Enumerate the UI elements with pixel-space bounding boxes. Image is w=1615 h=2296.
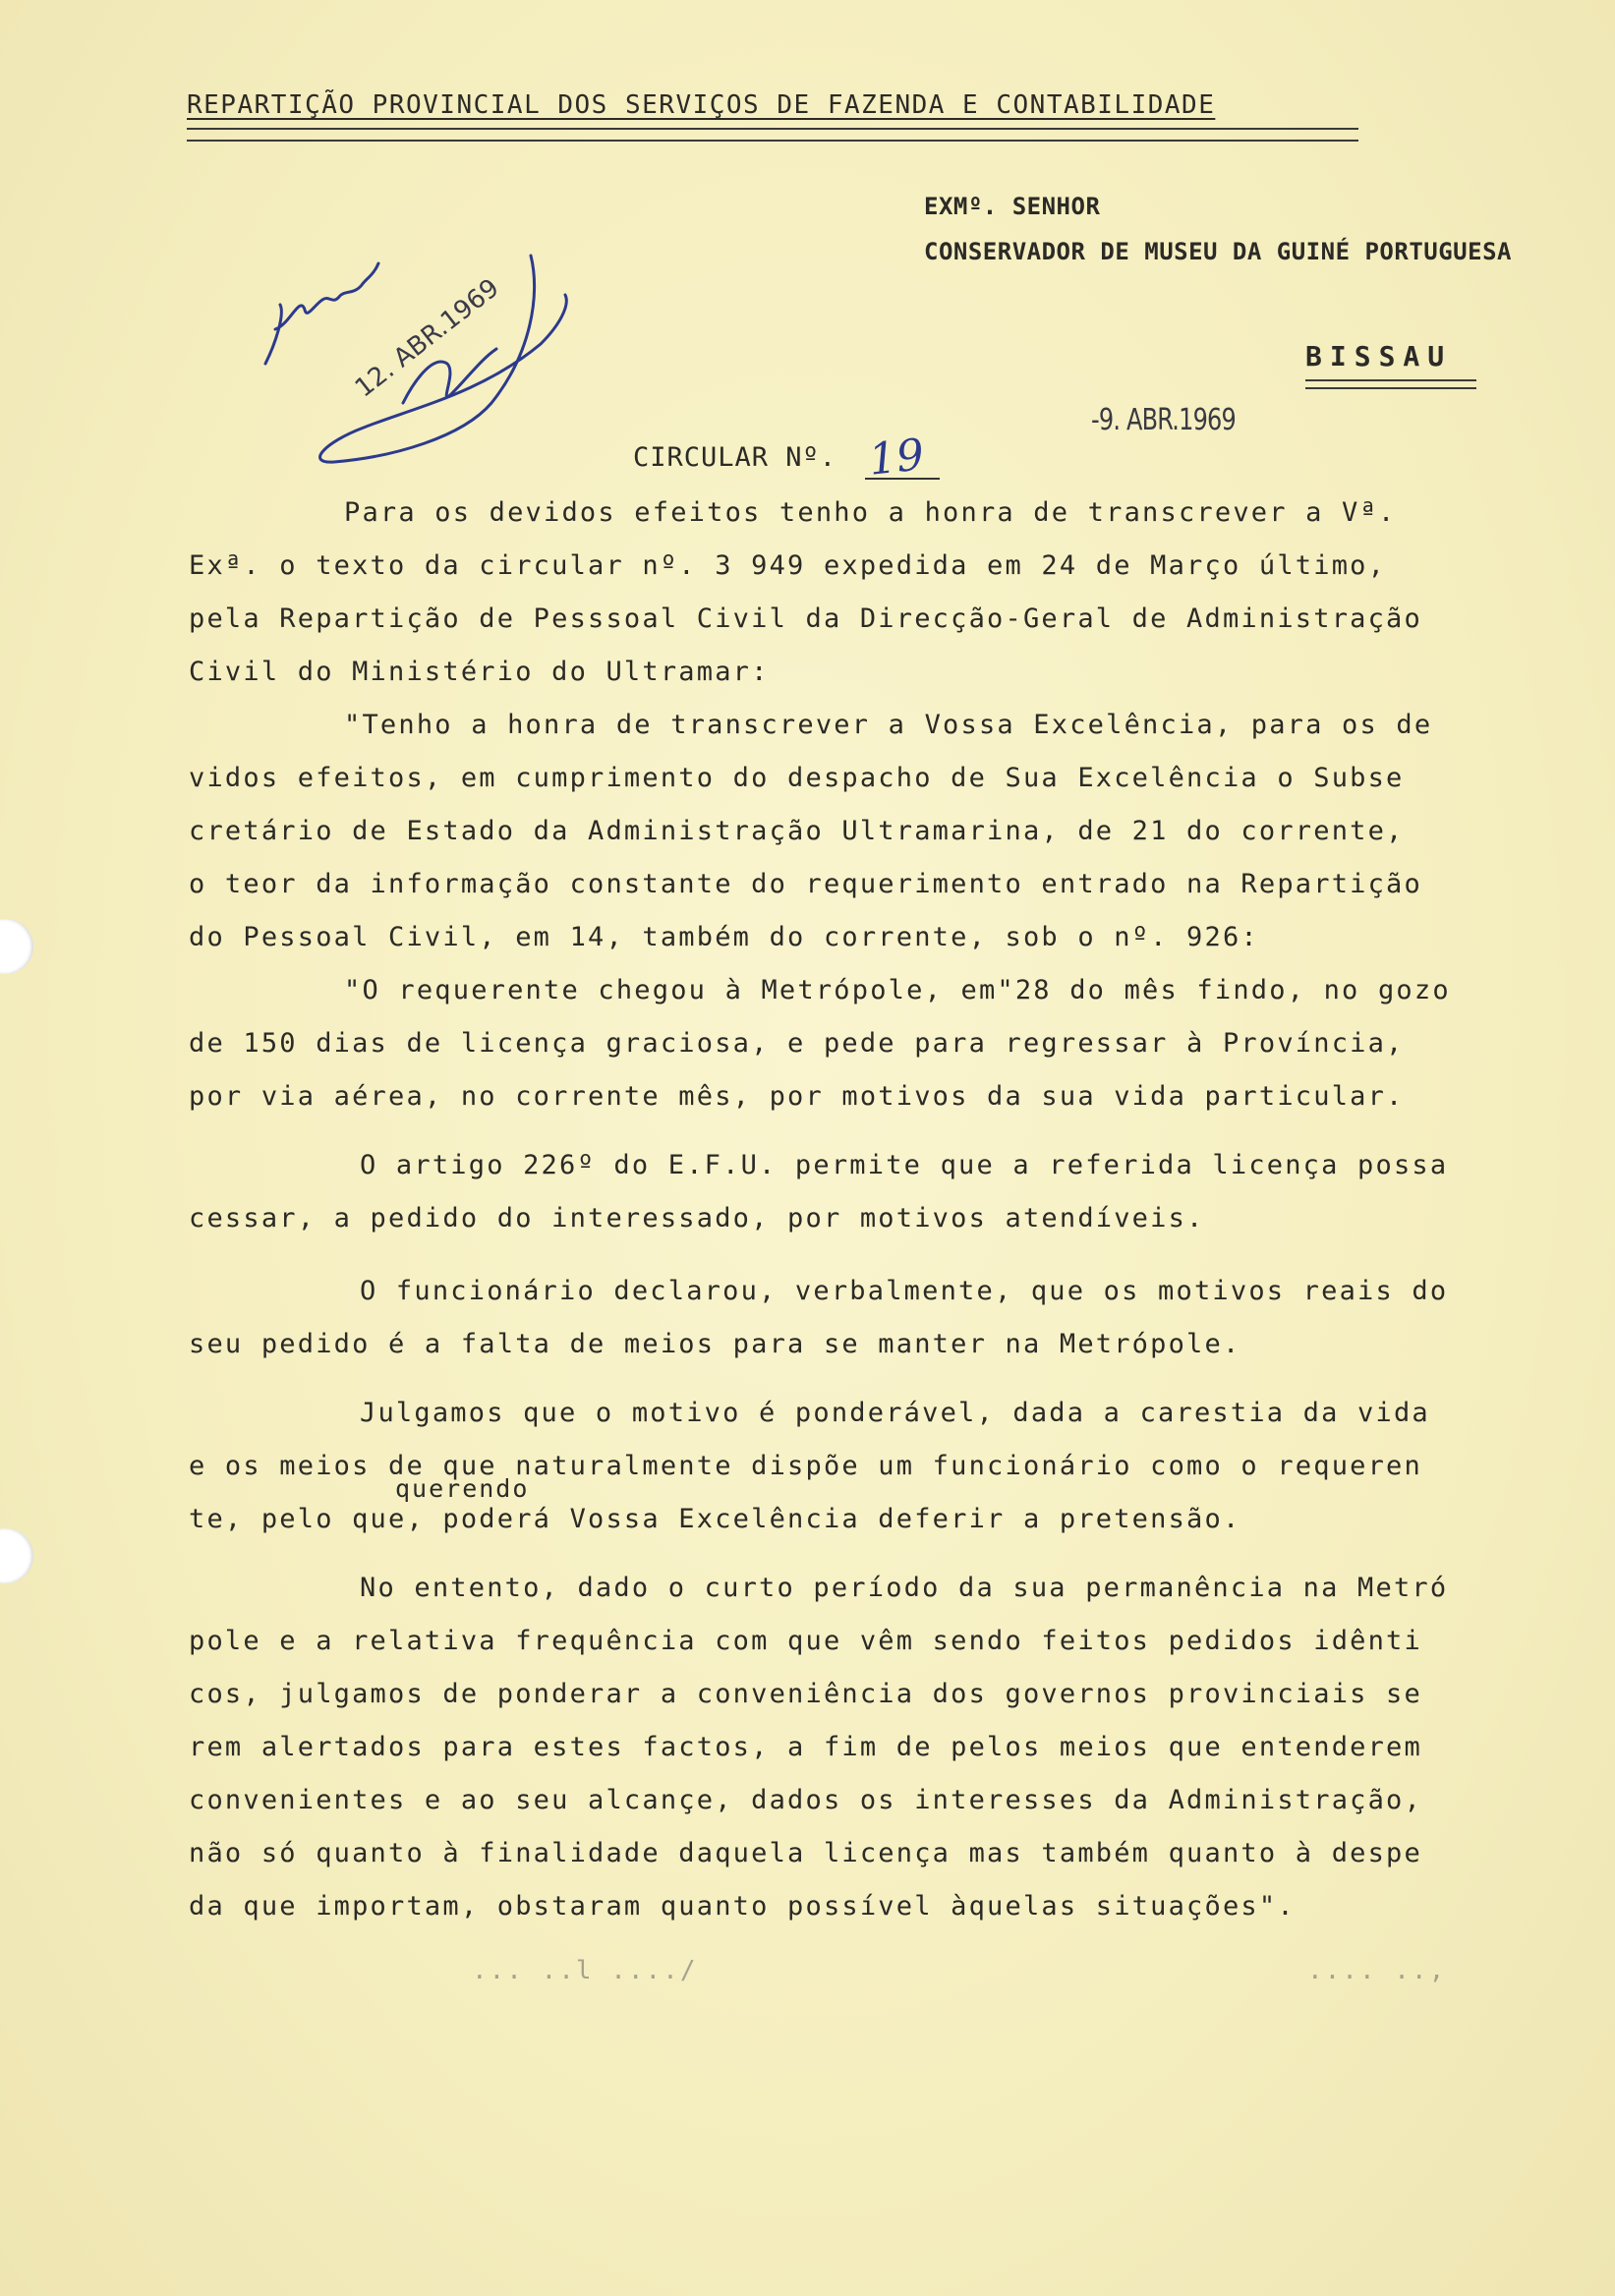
body-line-8: o teor da informação constante do requerimento entrado na Repartição: [189, 869, 1422, 899]
body-line-12: por via aérea, no corrente mês, por motivos da sua vida particular.: [189, 1081, 1405, 1112]
body-line-2: Exª. o texto da circular nº. 3 949 expedida em 24 de Março último,: [189, 550, 1387, 581]
body-line-7: cretário de Estado da Administração Ultramarina, de 21 do corrente,: [189, 816, 1405, 846]
body-line-13: O artigo 226º do E.F.U. permite que a referida licença possa: [360, 1150, 1449, 1180]
body-line-18: e os meios de que naturalmente dispõe um funcionário como o requeren: [189, 1451, 1422, 1481]
body-line-4: Civil do Ministério do Ultramar:: [189, 657, 770, 687]
addressee-recipient: CONSERVADOR DE MUSEU DA GUINÉ PORTUGUESA: [924, 238, 1512, 265]
date-stamp: -9. ABR.1969: [1091, 403, 1236, 437]
body-line-17: Julgamos que o motivo é ponderável, dada a carestia da vida: [360, 1398, 1430, 1428]
circular-label: CIRCULAR Nº.: [633, 442, 837, 473]
body-line-19: te, pelo que, poderá Vossa Excelência deferir a pretensão.: [189, 1504, 1241, 1534]
body-line-24: convenientes e ao seu alcançe, dados os interesses da Administração,: [189, 1785, 1422, 1815]
body-line-14: cessar, a pedido do interessado, por motivos atendíveis.: [189, 1203, 1205, 1234]
footer-continuation-left: ... ..l ..../: [472, 1956, 698, 1985]
received-stamp-text: 12. ABR.1969: [349, 273, 505, 404]
footer-continuation-right: .... ..,: [1307, 1956, 1447, 1985]
body-line-23: rem alertados para estes factos, a fim de pelos meios que entenderem: [189, 1732, 1422, 1762]
body-line-21: pole e a relativa frequência com que vêm sendo feitos pedidos idênti: [189, 1626, 1422, 1656]
addressee-city: BISSAU: [1305, 340, 1453, 373]
body-line-10: "O requerente chegou à Metrópole, em"28 do mês findo, no gozo: [344, 975, 1451, 1005]
body-line-5: "Tenho a honra de transcrever a Vossa Excelência, para os de: [344, 710, 1433, 740]
circular-number: 19: [866, 430, 927, 486]
body-line-25: não só quanto à finalidade daquela licença mas também quanto à despe: [189, 1838, 1422, 1868]
body-line-22: cos, julgamos de ponderar a conveniência dos governos provinciais se: [189, 1679, 1422, 1709]
addressee-salutation: EXMº. SENHOR: [924, 193, 1101, 220]
body-line-3: pela Repartição de Pesssoal Civil da Direcção-Geral de Administração: [189, 603, 1422, 634]
body-line-1: Para os devidos efeitos tenho a honra de transcrever a Vª.: [344, 497, 1397, 528]
handwritten-insert: querendo: [395, 1474, 530, 1503]
body-line-11: de 150 dias de licença graciosa, e pede para regressar à Província,: [189, 1028, 1405, 1059]
body-line-16: seu pedido é a falta de meios para se manter na Metrópole.: [189, 1329, 1241, 1359]
body-line-15: O funcionário declarou, verbalmente, que os motivos reais do: [360, 1276, 1449, 1306]
department-header: REPARTIÇÃO PROVINCIAL DOS SERVIÇOS DE FAZENDA E CONTABILIDADE: [187, 90, 1216, 120]
body-line-26: da que importam, obstaram quanto possível àquelas situações".: [189, 1891, 1296, 1922]
body-line-9: do Pessoal Civil, em 14, também do corrente, sob o nº. 926:: [189, 922, 1259, 952]
body-line-20: No entento, dado o curto período da sua permanência na Metró: [360, 1573, 1449, 1603]
body-line-6: vidos efeitos, em cumprimento do despacho de Sua Excelência o Subse: [189, 763, 1405, 793]
